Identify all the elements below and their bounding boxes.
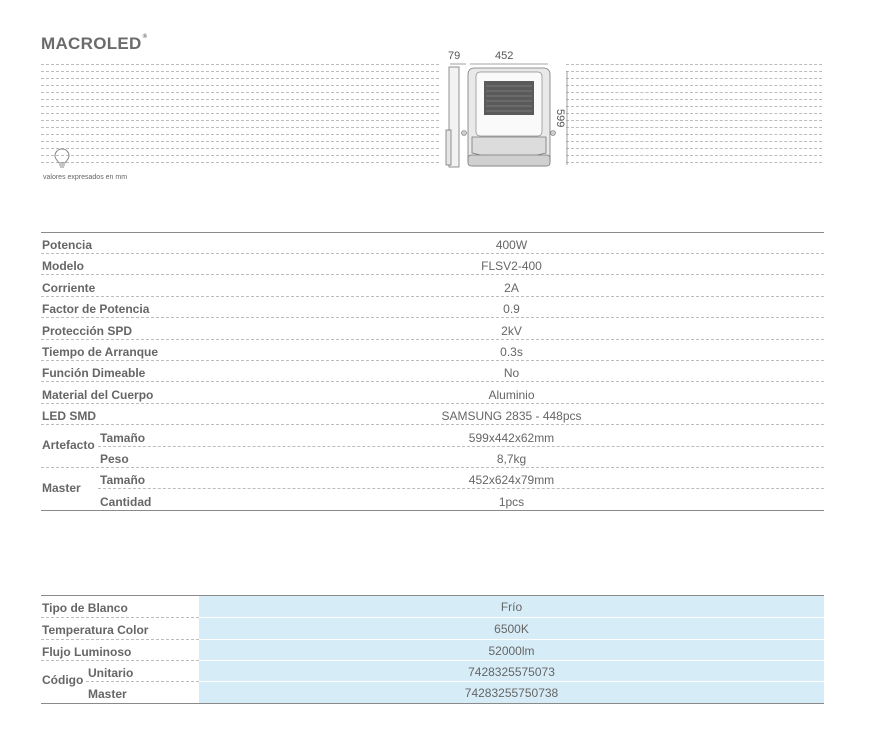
height-dimension-label: 599	[554, 109, 566, 128]
diagram-guide-line	[41, 127, 439, 128]
row-divider	[41, 617, 199, 618]
variant-sublabel: Master	[88, 687, 127, 701]
spec-value: 452x624x79mm	[468, 473, 555, 487]
diagram-guide-line	[566, 106, 822, 107]
diagram-guide-line	[41, 92, 439, 93]
floodlight-drawing	[440, 55, 580, 175]
diagram-guide-line	[566, 71, 822, 72]
spec-sublabel: Tamaño	[100, 431, 146, 445]
variant-value: 6500K	[494, 622, 529, 636]
variant-label: Tipo de Blanco	[42, 601, 128, 615]
spec-label: Corriente	[42, 281, 96, 295]
row-divider	[98, 446, 824, 447]
unit-note: valores expresados en mm	[43, 174, 128, 181]
brand-mark: ®	[142, 34, 148, 40]
diagram-guide-line	[41, 99, 439, 100]
row-divider	[41, 381, 824, 382]
diagram-guide-line	[41, 148, 439, 149]
diagram-guide-line	[41, 134, 439, 135]
spec-label: Tiempo de Arranque	[42, 345, 159, 359]
width-dimension-label: 452	[495, 50, 514, 62]
spec-label: LED SMD	[42, 409, 96, 423]
diagram-guide-line	[41, 120, 439, 121]
diagram-guide-line	[566, 148, 822, 149]
variant-table-bottom-border	[41, 703, 824, 704]
specs-table-bottom-border	[41, 510, 824, 511]
specs-table-top-border	[41, 232, 824, 233]
depth-dimension-label: 79	[448, 50, 461, 62]
variant-value: 74283255750738	[464, 686, 559, 700]
spec-label: Protección SPD	[42, 324, 133, 338]
row-divider	[41, 360, 824, 361]
spec-label: Modelo	[42, 259, 84, 273]
variant-sublabel: Unitario	[88, 666, 134, 680]
diagram-guide-line	[566, 141, 822, 142]
spec-value: 2kV	[501, 324, 522, 338]
variant-value: 7428325575073	[468, 665, 555, 679]
diagram-guide-line	[566, 113, 822, 114]
variant-value: 52000lm	[488, 644, 535, 658]
row-divider	[41, 660, 199, 661]
row-divider	[41, 253, 824, 254]
variant-label: Temperatura Color	[42, 623, 149, 637]
spec-sublabel: Tamaño	[100, 473, 146, 487]
row-divider	[41, 467, 824, 468]
spec-label: Potencia	[42, 238, 93, 252]
row-divider	[41, 317, 824, 318]
spec-value: Aluminio	[488, 388, 535, 402]
spec-label: Material del Cuerpo	[42, 388, 154, 402]
diagram-guide-line	[41, 162, 439, 163]
row-divider	[41, 274, 824, 275]
diagram-guide-line	[566, 99, 822, 100]
diagram-guide-line	[566, 85, 822, 86]
brand-name: MACROLED	[41, 34, 142, 53]
spec-sublabel: Cantidad	[100, 495, 152, 509]
brand-logo	[41, 34, 147, 54]
diagram-guide-line	[566, 64, 822, 65]
spec-value: 599x442x62mm	[468, 431, 555, 445]
diagram-guide-line	[566, 92, 822, 93]
spec-label: Función Dimeable	[42, 366, 146, 380]
row-divider	[199, 639, 824, 640]
diagram-guide-line	[566, 78, 822, 79]
diagram-guide-line	[41, 106, 439, 107]
spec-value: SAMSUNG 2835 - 448pcs	[441, 409, 582, 423]
diagram-guide-line	[566, 162, 822, 163]
diagram-guide-line	[41, 78, 439, 79]
row-divider	[41, 296, 824, 297]
diagram-guide-line	[566, 134, 822, 135]
row-divider	[41, 339, 824, 340]
diagram-guide-line	[566, 127, 822, 128]
spec-value: FLSV2-400	[481, 259, 542, 273]
diagram-guide-line	[41, 71, 439, 72]
variant-value: Frío	[500, 600, 523, 614]
row-divider	[199, 660, 824, 661]
row-divider	[98, 488, 824, 489]
diagram-guide-line	[41, 155, 439, 156]
spec-label: Factor de Potencia	[42, 302, 150, 316]
row-divider	[41, 424, 824, 425]
row-divider	[41, 403, 824, 404]
spec-value: No	[503, 366, 520, 380]
spec-value: 400W	[495, 238, 528, 252]
variant-table-top-border	[41, 595, 824, 596]
diagram-guide-line	[41, 64, 439, 65]
group-label-codigo: Código	[42, 673, 84, 687]
row-divider	[41, 639, 199, 640]
spec-value: 0.3s	[500, 345, 523, 359]
row-divider	[86, 681, 199, 682]
spec-value: 8,7kg	[496, 452, 527, 466]
row-divider	[199, 617, 824, 618]
spec-value: 0.9	[503, 302, 520, 316]
diagram-guide-line	[566, 155, 822, 156]
spec-value: 2A	[504, 281, 519, 295]
group-label-master: Master	[42, 481, 81, 495]
group-label-artefacto: Artefacto	[42, 438, 95, 452]
diagram-guide-line	[566, 120, 822, 121]
spec-sublabel: Peso	[100, 452, 129, 466]
variant-label: Flujo Luminoso	[42, 645, 132, 659]
bulb-icon	[53, 147, 71, 171]
diagram-guide-line	[41, 113, 439, 114]
diagram-guide-line	[41, 85, 439, 86]
diagram-guide-line	[41, 141, 439, 142]
spec-value: 1pcs	[498, 495, 525, 509]
row-divider	[199, 681, 824, 682]
